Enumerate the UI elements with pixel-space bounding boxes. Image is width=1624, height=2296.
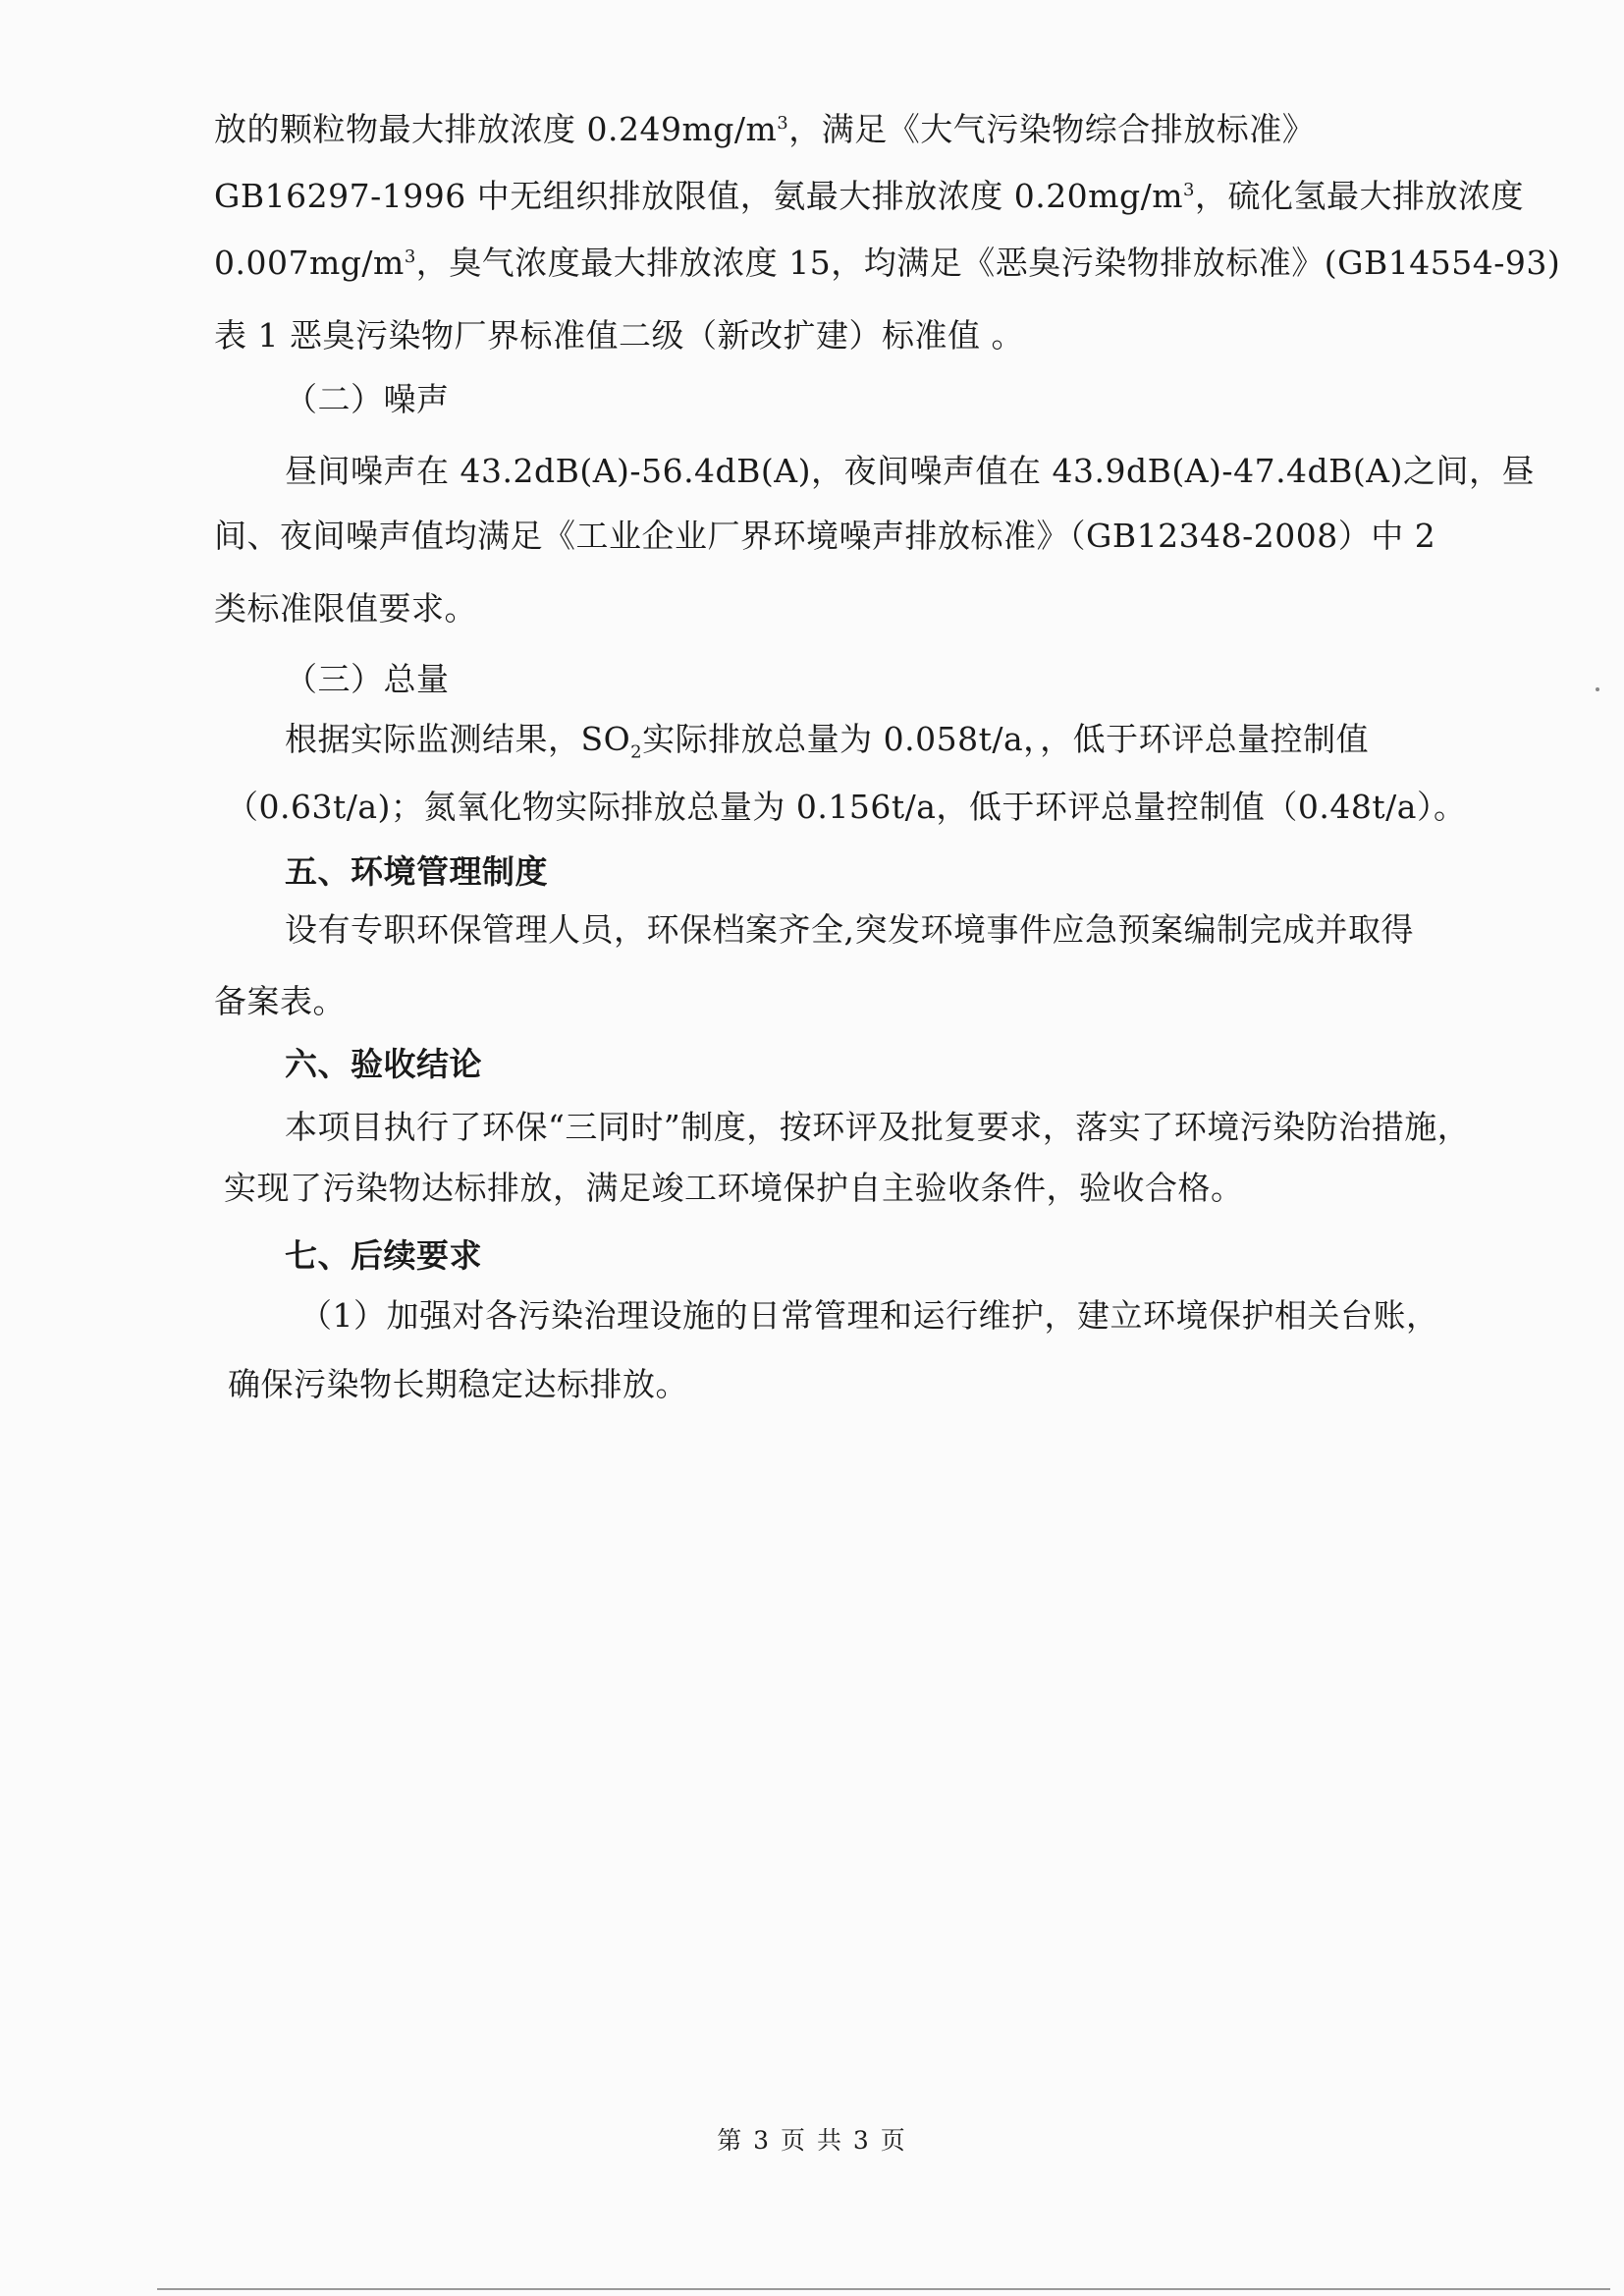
conclusion-line-1: 本项目执行了环保“三同时”制度，按环评及批复要求，落实了环境污染防治措施，: [285, 1108, 1471, 1146]
conclusion-line-2: 实现了污染物达标排放，满足竣工环境保护自主验收条件，验收合格。: [224, 1169, 1244, 1207]
followup-line-2: 确保污染物长期稳定达标排放。: [228, 1365, 688, 1403]
scan-bottom-edge: [157, 2288, 1610, 2290]
air-paragraph-line-4: 表 1 恶臭污染物厂界标准值二级（新改扩建）标准值 。: [214, 316, 1024, 355]
air-paragraph-line-2: GB16297-1996 中无组织排放限值，氨最大排放浓度 $0.20mg/m^3$，硫化氢最大排放浓度: [214, 177, 1524, 215]
mgmt-line-2: 备案表。: [214, 982, 346, 1020]
air-paragraph-line-1: 放的颗粒物最大排放浓度 $0.249mg/m^3$，满足《大气污染物综合排放标准》: [214, 110, 1316, 148]
noise-line-3: 类标准限值要求。: [214, 589, 477, 628]
mgmt-line-1: 设有专职环保管理人员，环保档案齐全,突发环境事件应急预案编制完成并取得: [285, 910, 1414, 949]
section-followup-heading: 七、后续要求: [285, 1236, 482, 1275]
total-line-1: 根据实际监测结果，$SO_2$实际排放总量为 0.058t/a，，低于环评总量控制值: [285, 720, 1370, 763]
section-conclusion-heading: 六、验收结论: [285, 1045, 482, 1083]
noise-heading: （二）噪声: [285, 380, 450, 418]
noise-line-1: 昼间噪声在 43.2dB(A)-56.4dB(A)，夜间噪声值在 43.9dB(A)-47.4dB(A)之间，昼: [285, 452, 1536, 490]
page-number: 第 3 页 共 3 页: [717, 2126, 907, 2155]
noise-line-2: 间、夜间噪声值均满足《工业企业厂界环境噪声排放标准》（GB12348-2008）中 2: [214, 517, 1436, 555]
section-mgmt-heading: 五、环境管理制度: [285, 852, 548, 891]
total-line-2: （0.63t/a)；氮氧化物实际排放总量为 0.156t/a，低于环评总量控制值（0.48t/a）。: [226, 788, 1467, 826]
followup-line-1: （1）加强对各污染治理设施的日常管理和运行维护，建立环境保护相关台账，: [299, 1296, 1439, 1335]
total-heading: （三）总量: [285, 660, 450, 698]
scan-speck: [1596, 687, 1599, 691]
air-paragraph-line-3: $0.007mg/m^3$，臭气浓度最大排放浓度 15，均满足《恶臭污染物排放标准》(GB14554-93): [214, 244, 1561, 282]
